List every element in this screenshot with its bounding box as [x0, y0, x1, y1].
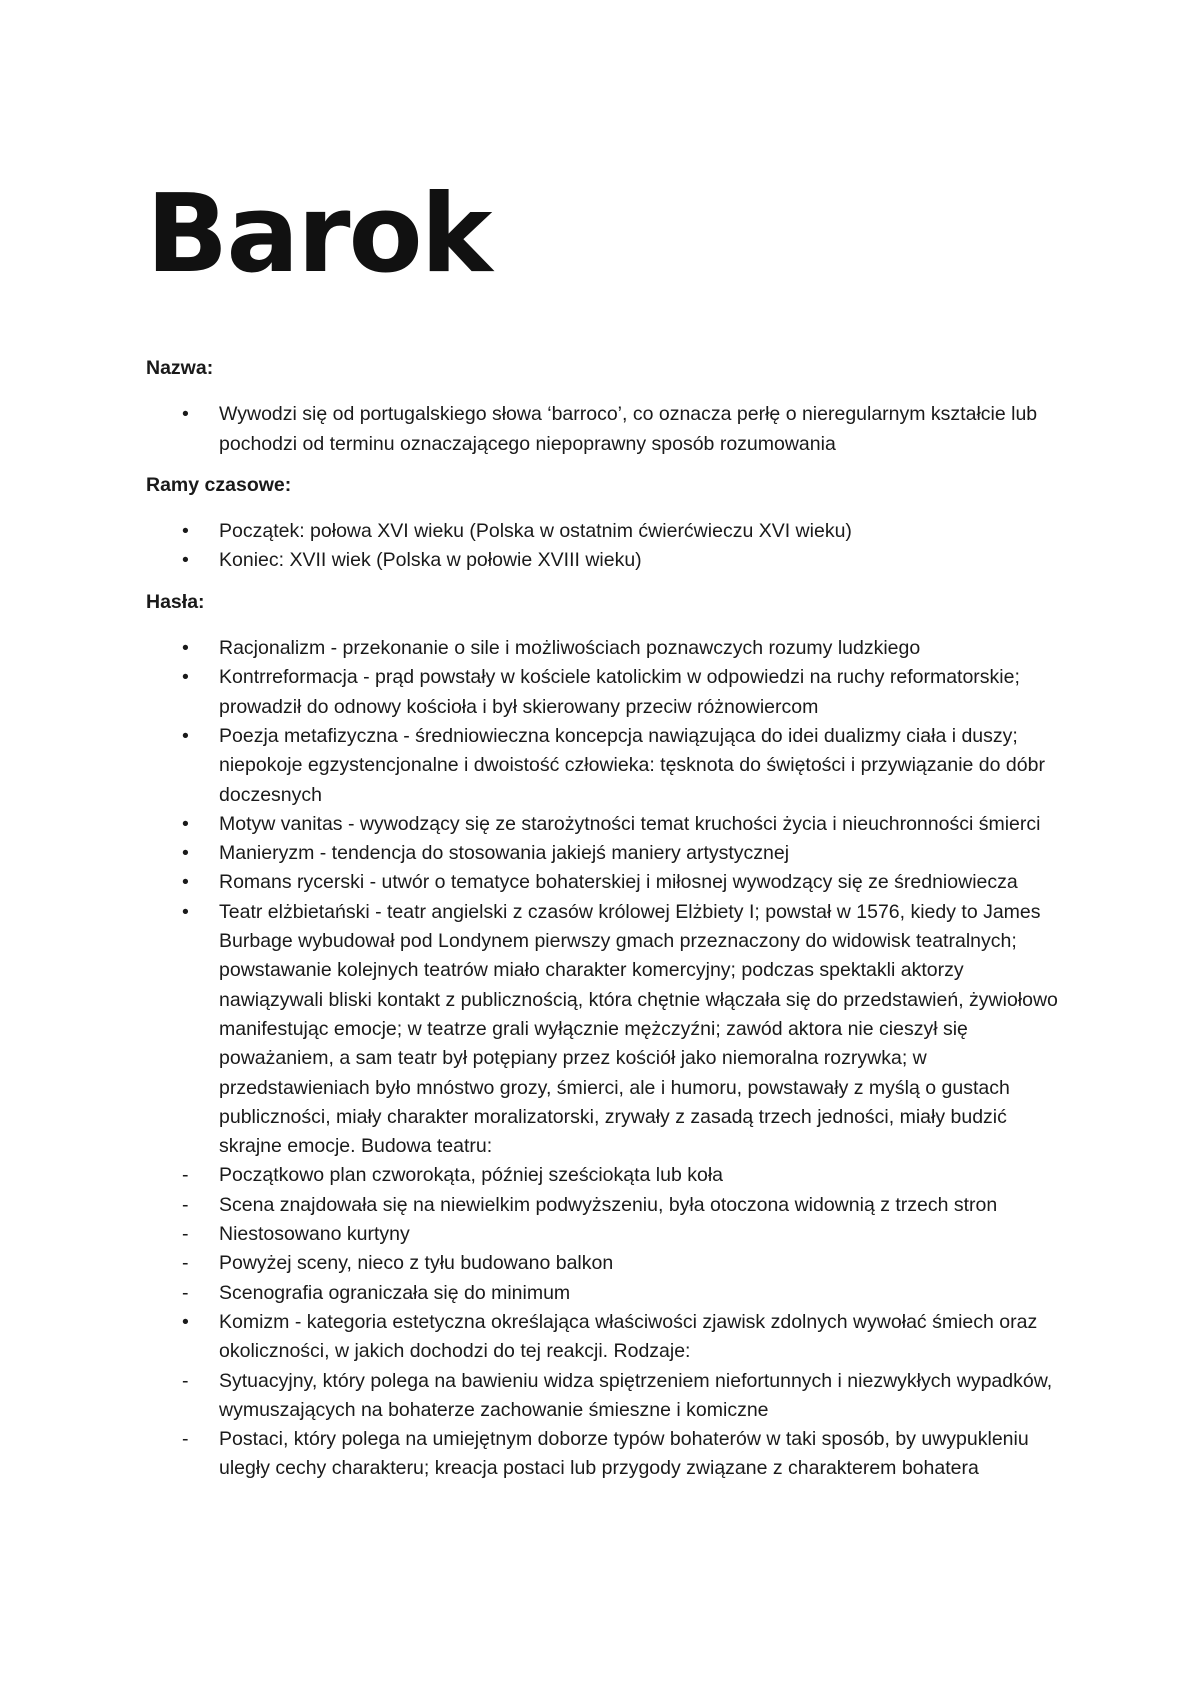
- list-item: [146, 1220, 1066, 1249]
- bullet-icon: •: [182, 637, 189, 660]
- section-label: Hasła:: [146, 590, 205, 613]
- dash-marker: -: [182, 1252, 189, 1275]
- list-item: [146, 1308, 1066, 1367]
- list-item: [146, 517, 1066, 546]
- document-title: Barok: [146, 172, 491, 297]
- bullet-icon: •: [182, 666, 189, 689]
- list-item: [146, 722, 1066, 810]
- list-item-text: Scena znajdowała się na niewielkim podwyższeniu, była otoczona widownią z trzech stron: [219, 1193, 998, 1216]
- bullet-icon: •: [182, 900, 189, 923]
- list-item-text: Motyw vanitas - wywodzący się ze starożytności temat kruchości życia i nieuchronności śmierci: [219, 812, 1041, 835]
- list-item-text: Postaci, który polega na umiejętnym doborze typów bohaterów w taki sposób, by uwypukleniu uległy cechy charakteru; kreacja postaci lub przygody związane z charakterem bohatera: [219, 1428, 1029, 1480]
- dash-marker: -: [182, 1223, 189, 1246]
- section-label: Nazwa:: [146, 357, 214, 379]
- list-item: [146, 546, 1066, 575]
- bullet-icon: •: [182, 812, 189, 835]
- dash-marker: -: [182, 1428, 189, 1451]
- bullet-icon: •: [182, 1310, 189, 1333]
- list-item: [146, 1425, 1066, 1484]
- list-item-text: Koniec: XVII wiek (Polska w połowie XVIII wieku): [219, 549, 642, 572]
- list-item-text: Sytuacyjny, który polega na bawieniu widza spiętrzeniem niefortunnych i niezwykłych wypadków, wymuszających na bohaterze zachowanie śmieszne i komiczne: [219, 1369, 1053, 1421]
- bullet-icon: •: [182, 549, 189, 572]
- document-body: [146, 354, 1066, 1496]
- list-item-text: Komizm - kategoria estetyczna określająca właściwości zjawisk zdolnych wywołać śmiech oraz okoliczności, w jakich dochodzi do tej reakcji. Rodzaje:: [219, 1310, 1038, 1363]
- dash-marker: -: [182, 1193, 189, 1216]
- dash-marker: -: [182, 1281, 189, 1304]
- list-item-text: Poezja metafizyczna - średniowieczna koncepcja nawiązująca do idei dualizmy ciała i duszy; niepokoje egzystencjonalne i dwoistość człowieka: tęsknota do świętości i przywiązanie do dóbr doczesnych: [219, 724, 1045, 806]
- list-item: [146, 868, 1066, 897]
- list-item-text: Racjonalizm - przekonanie o sile i możliwościach poznawczych rozumy ludzkiego: [219, 637, 921, 660]
- list-item: [146, 1279, 1066, 1308]
- dash-marker: -: [182, 1369, 189, 1392]
- dash-marker: -: [182, 1164, 189, 1187]
- list-item: [146, 810, 1066, 839]
- bullet-icon: •: [182, 842, 189, 865]
- list-item: [146, 898, 1066, 1162]
- list-item-text: Scenografia ograniczała się do minimum: [219, 1281, 571, 1304]
- list-item-text: Teatr elżbietański - teatr angielski z czasów królowej Elżbiety I; powstał w 1576, kiedy to James Burbage wybudował pod Londynem pierwszy gmach przeznaczony do widowisk teatralnych; powstawanie kolejnych teatrów miało charakter komercyjny; podczas spektakli aktorzy nawiązywali bliski kontakt z publicznością, która chętnie włączała się do przedstawień, żywiołowo manifestując emocje; w teatrze grali wyłącznie mężczyźni; zawód aktora nie cieszył się poważaniem, a sam teatr był potępiany przez kościół jako niemoralna rozrywka; w przedstawieniach było mnóstwo grozy, śmierci, ale i humoru, powstawały z myślą o gustach publiczności, miały charakter moralizatorski, zrywały z zasadą trzech jedności, miały budzić skrajne emocje. Budowa teatru:: [219, 900, 1058, 1158]
- list-item-text: Kontrreformacja - prąd powstały w kościele katolickim w odpowiedzi na ruchy reformatorskie; prowadził do odnowy kościoła i był skierowany przeciw różnowiercom: [219, 666, 1020, 718]
- bullet-icon: •: [182, 871, 189, 894]
- section-label: Ramy czasowe:: [146, 473, 292, 496]
- bullet-icon: •: [182, 724, 189, 747]
- list-item: [146, 1249, 1066, 1278]
- bullet-list: [146, 400, 1066, 459]
- list-item: [146, 1161, 1066, 1190]
- list-item: [146, 663, 1066, 722]
- list-item: [146, 634, 1066, 663]
- list-item-text: Manieryzm - tendencja do stosowania jakiejś maniery artystycznej: [219, 842, 790, 865]
- list-item: [146, 1367, 1066, 1426]
- list-item-text: Początek: połowa XVI wieku (Polska w ostatnim ćwierćwieczu XVI wieku): [219, 520, 852, 543]
- list-item-text: Romans rycerski - utwór o tematyce bohaterskiej i miłosnej wywodzący się ze średniowiecza: [219, 871, 1018, 894]
- list-item: [146, 1191, 1066, 1220]
- list-item-text: Początkowo plan czworokąta, później sześciokąta lub koła: [219, 1164, 724, 1187]
- bullet-list: [146, 517, 1066, 576]
- bullet-icon: •: [182, 520, 189, 543]
- bullet-icon: •: [182, 403, 189, 426]
- bullet-list: [146, 634, 1066, 1484]
- list-item-text: Powyżej sceny, nieco z tyłu budowano balkon: [219, 1252, 614, 1275]
- list-item-text: Wywodzi się od portugalskiego słowa ‘barroco’, co oznacza perłę o nieregularnym kształcie lub pochodzi od terminu oznaczającego niepoprawny sposób rozumowania: [219, 403, 1038, 455]
- list-item: [146, 400, 1066, 459]
- list-item-text: Niestosowano kurtyny: [219, 1223, 410, 1246]
- list-item: [146, 839, 1066, 868]
